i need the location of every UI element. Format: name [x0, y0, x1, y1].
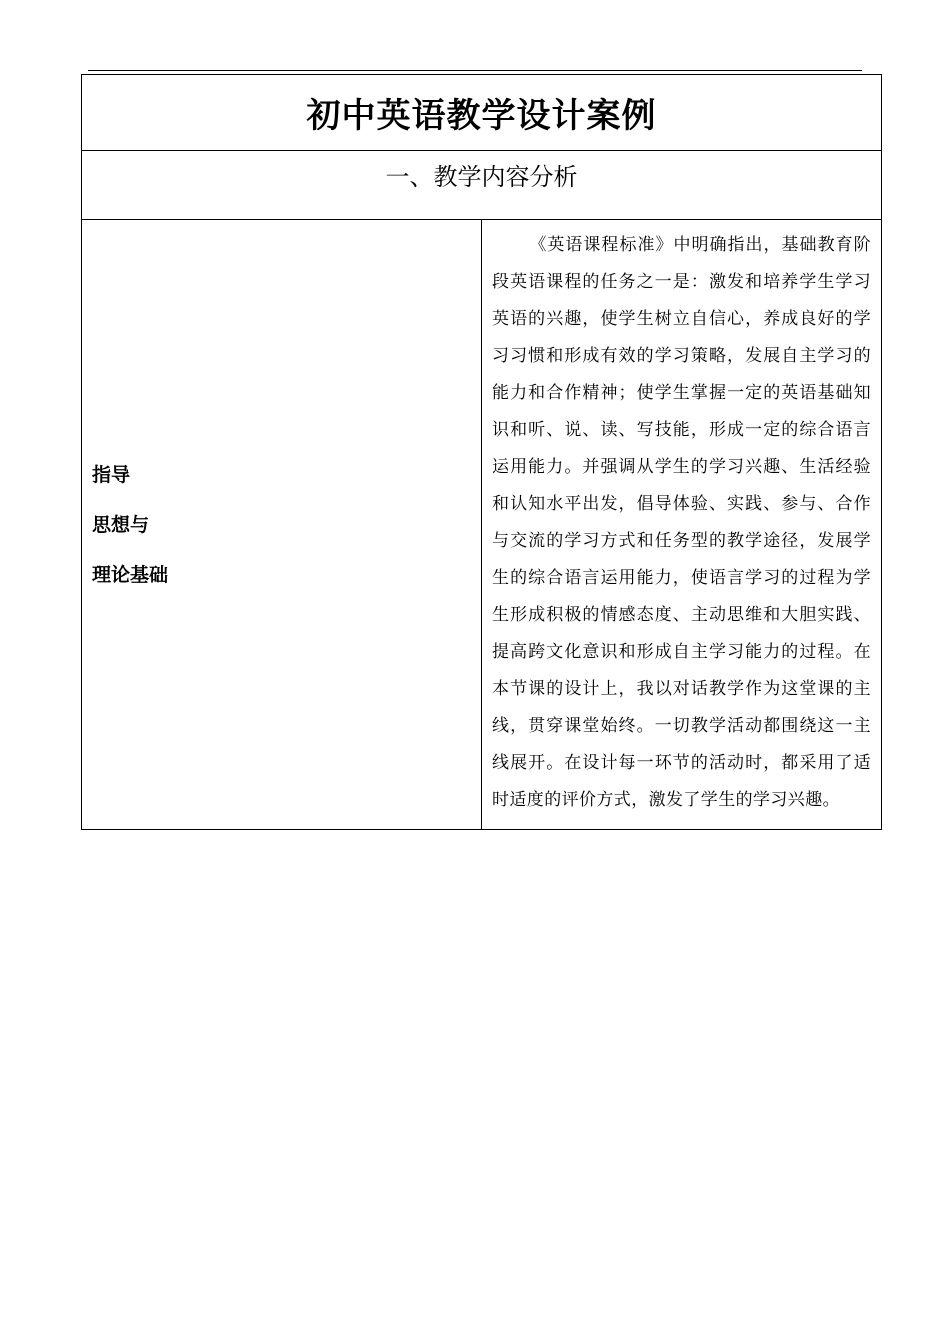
title-row: [82, 75, 882, 151]
content-row: [82, 220, 882, 830]
row-label-line-3: 理论基础: [92, 563, 169, 586]
row-label: [82, 220, 482, 830]
body-paragraph: 《英语课程标准》中明确指出，基础教育阶段英语课程的任务之一是：激发和培养学生学习英语的兴趣，使学生树立自信心，养成良好的学习习惯和形成有效的学习策略，发展自主学习的能力和合作精神；使学生掌握一定的英语基础知识和听、说、读、写技能，形成一定的综合语言运用能力。并强调从学生的学习兴趣、生活经验和认知水平出发，倡导体验、实践、参与、合作与交流的学习方式和任务型的教学途径，发展学生的综合语言运用能力，使语言学习的过程为学生形成积极的情感态度、主动思维和大胆实践、提高跨文化意识和形成自主学习能力的过程。在本节课的设计上，我以对话教学作为这堂课的主线，贯穿课堂始终。一切教学活动都围绕这一主线展开。在设计每一环节的活动时，都采用了适时适度的评价方式，激发了学生的学习兴趣。: [492, 235, 871, 810]
header-rule: [88, 70, 862, 71]
row-label-line-1: 指导: [92, 463, 131, 486]
row-label-line-2: 思想与: [92, 513, 150, 536]
document-title: 初中英语教学设计案例: [82, 75, 882, 151]
lesson-plan-table: [81, 74, 882, 830]
section-row: [82, 151, 882, 220]
row-body: [482, 220, 882, 830]
section-heading: 一、教学内容分析: [82, 151, 882, 220]
